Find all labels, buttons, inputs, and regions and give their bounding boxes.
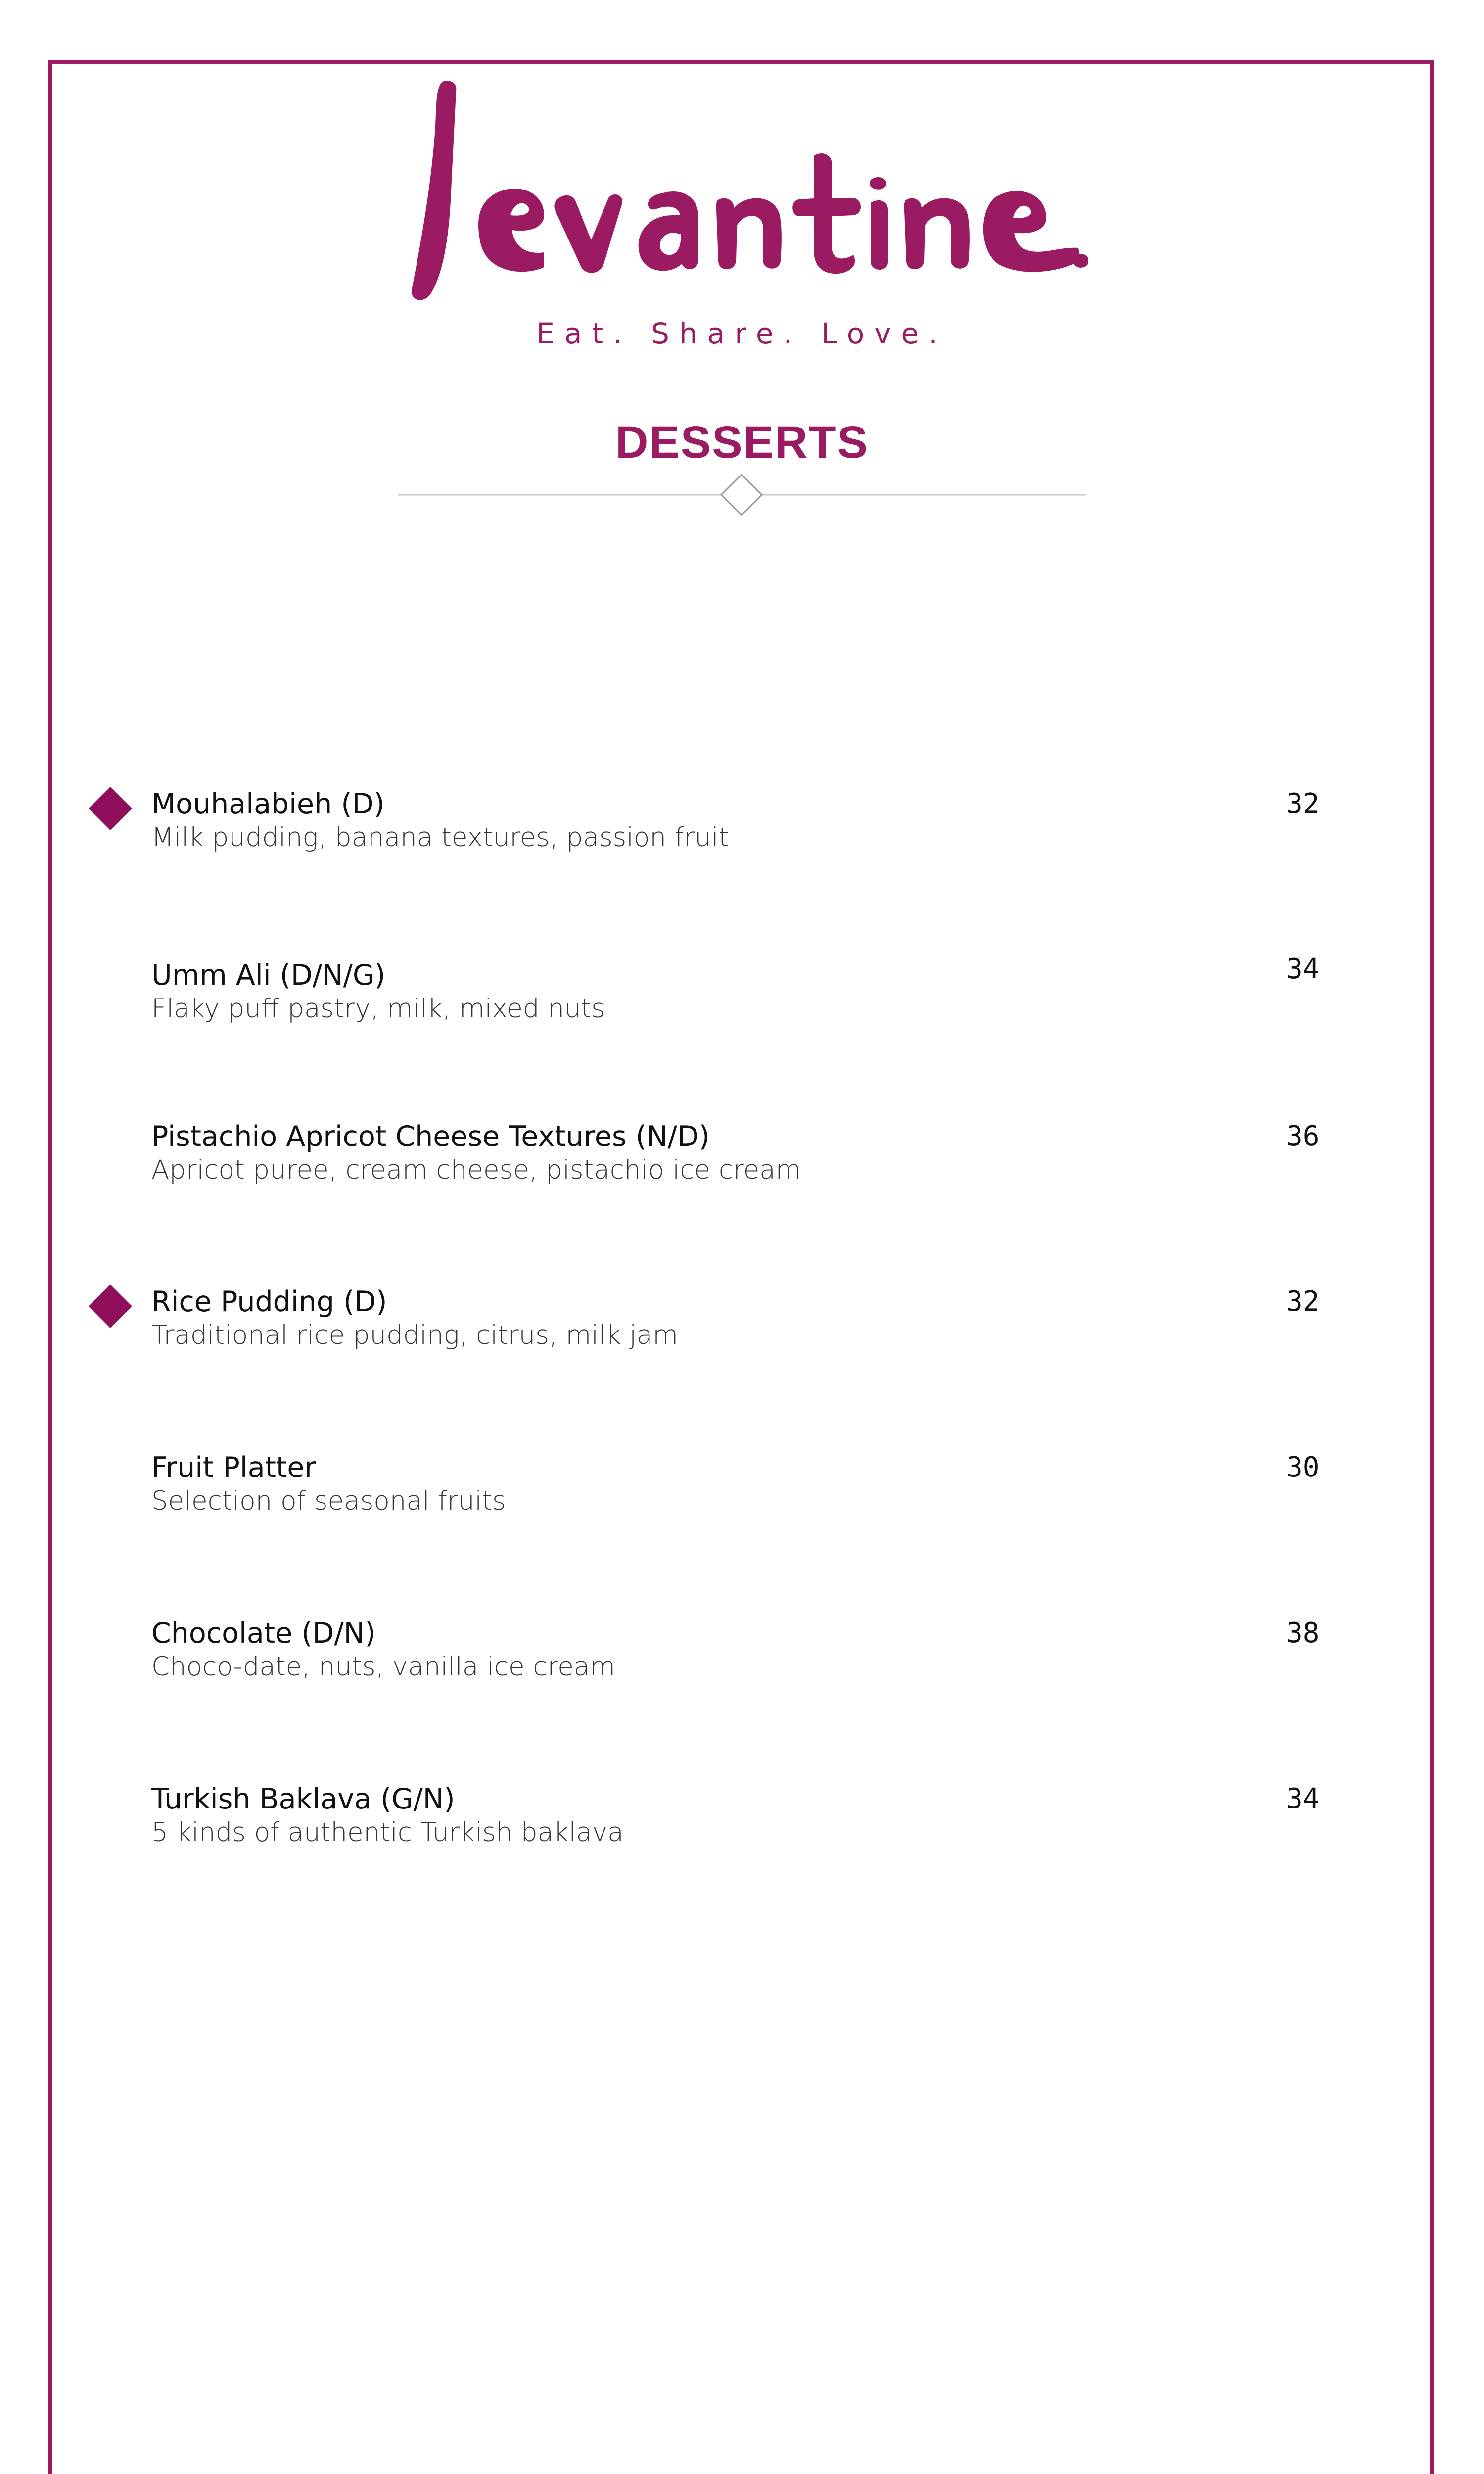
item-price: 34: [1286, 1783, 1320, 1815]
item-name: Turkish Baklava (G/N): [151, 1783, 455, 1815]
item-description: Flaky puff pastry, milk, mixed nuts: [151, 994, 605, 1024]
section-divider: [398, 469, 1086, 519]
item-name: Umm Ali (D/N/G): [151, 959, 386, 992]
section-title: DESSERTS: [615, 417, 869, 468]
item-name: Mouhalabieh (D): [151, 788, 385, 820]
item-price: 32: [1286, 1285, 1320, 1318]
diamond-icon: [87, 1283, 134, 1330]
item-description: Milk pudding, banana textures, passion fruit: [151, 822, 729, 853]
menu-item: [0, 1120, 1484, 1199]
item-price: 38: [1286, 1617, 1320, 1649]
item-description: Apricot puree, cream cheese, pistachio ice cream: [151, 1155, 801, 1185]
item-description: Choco-date, nuts, vanilla ice cream: [151, 1652, 615, 1682]
item-name: Chocolate (D/N): [151, 1617, 376, 1650]
item-price: 36: [1286, 1120, 1320, 1152]
menu-item: [0, 1783, 1484, 1862]
item-name: Pistachio Apricot Cheese Textures (N/D): [151, 1120, 710, 1153]
item-description: 5 kinds of authentic Turkish baklava: [151, 1817, 624, 1848]
levantine-logo: [396, 77, 1088, 309]
menu-item: [0, 953, 1484, 1038]
brand-tagline: Eat. Share. Love.: [536, 317, 948, 350]
menu-item: [0, 1451, 1484, 1530]
diamond-outline-icon: [721, 475, 762, 515]
diamond-icon: [87, 785, 134, 832]
item-price: 34: [1286, 953, 1320, 985]
item-description: Selection of seasonal fruits: [151, 1486, 506, 1516]
menu-item: [0, 788, 1484, 867]
menu-item: [0, 1285, 1484, 1365]
item-description: Traditional rice pudding, citrus, milk jam: [151, 1320, 679, 1350]
item-price: 30: [1286, 1451, 1320, 1483]
menu-item: [0, 1617, 1484, 1696]
item-price: 32: [1286, 788, 1320, 820]
item-name: Fruit Platter: [151, 1451, 316, 1484]
item-name: Rice Pudding (D): [151, 1285, 387, 1318]
